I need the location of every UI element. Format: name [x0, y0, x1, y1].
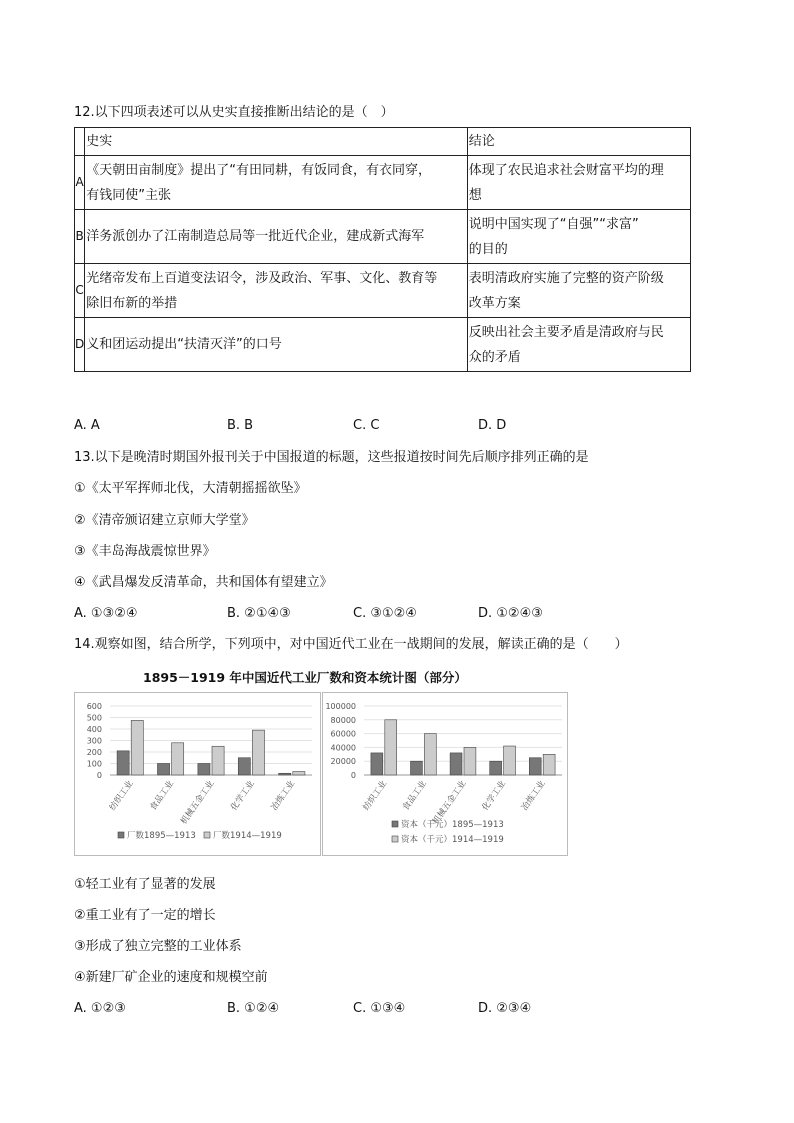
chart-title: 1895－1919 年中国近代工业厂数和资本统计图（部分）: [143, 670, 467, 685]
bar: [529, 758, 541, 775]
y-tick-label: 60000: [330, 729, 356, 739]
bar: [131, 720, 143, 775]
x-tick-label: 食品工业: [401, 778, 429, 813]
y-tick-label: 400: [86, 725, 102, 734]
bar: [411, 761, 423, 775]
table-header-fact: 史实: [85, 128, 468, 156]
row-conclusion-line: 体现了农民追求社会财富平均的理: [468, 162, 664, 178]
legend-label: 厂数1914—1919: [213, 831, 282, 841]
bar: [490, 761, 502, 775]
row-fact-line: 洋务派创办了江南制造总局等一批近代企业，建成新式海军: [86, 229, 425, 244]
row-label: C: [75, 264, 85, 318]
bar: [238, 758, 250, 775]
table-header-label: [75, 128, 85, 156]
bar: [279, 773, 291, 775]
q12-option-b[interactable]: B. B: [227, 418, 254, 433]
row-conclusion-line: 说明中国实现了“自强”“求富”: [468, 216, 639, 232]
x-tick-label: 机械五金工业: [179, 778, 217, 827]
bar: [464, 747, 476, 775]
q12-option-a[interactable]: A. A: [74, 418, 100, 433]
table-row: [75, 156, 691, 210]
row-conclusion-line: 众的矛盾: [468, 349, 521, 365]
table-row: [75, 318, 691, 372]
x-tick-label: 食品工业: [148, 778, 177, 813]
q13-item: ④《武昌爆发反清革命，共和国体有望建立》: [74, 575, 333, 590]
y-tick-label: 20000: [330, 757, 356, 767]
x-tick-label: 机械五金工业: [431, 778, 469, 827]
legend-swatch: [392, 821, 398, 827]
q14-option-a[interactable]: A. ①②③: [74, 1001, 126, 1016]
q14-item: ②重工业有了一定的增长: [74, 908, 216, 923]
legend-swatch: [204, 832, 210, 838]
row-conclusion-line: 表明清政府实施了完整的资产阶级: [468, 270, 664, 286]
legend-label: 厂数1895—1913: [127, 831, 196, 841]
row-label: A: [75, 156, 85, 210]
q13-option-c[interactable]: C. ③①②④: [353, 606, 417, 621]
legend-label: 资本（千元）1895—1913: [401, 820, 504, 830]
bar: [371, 753, 383, 775]
row-conclusion-line: 的目的: [468, 241, 508, 257]
bar: [252, 730, 264, 775]
bar: [117, 751, 129, 775]
row-fact-line: 光绪帝发布上百道变法诏令，涉及政治、军事、文化、教育等: [86, 270, 438, 286]
y-tick-label: 500: [86, 713, 102, 723]
q14-item: ④新建厂矿企业的速度和规模空前: [74, 970, 268, 985]
table-header-conclusion: 结论: [467, 128, 690, 156]
industry-charts: [74, 692, 568, 856]
bar: [543, 754, 555, 775]
y-tick-label: 0: [96, 771, 102, 780]
y-tick-label: 100: [86, 759, 102, 769]
row-conclusion-line: 改革方案: [468, 295, 521, 311]
bar: [212, 746, 224, 775]
q12-option-d[interactable]: D. D: [478, 418, 507, 433]
legend-swatch: [392, 836, 398, 842]
x-tick-label: 化学工业: [229, 778, 257, 813]
y-tick-label: 200: [86, 748, 102, 757]
q13-item: ①《太平军挥师北伐，大清朝摇摇欲坠》: [74, 481, 307, 496]
y-tick-label: 100000: [325, 702, 356, 711]
q12-table: [74, 127, 691, 372]
legend-swatch: [118, 832, 124, 838]
question-13-stem: 13.以下是晚清时期国外报刊关于中国报道的标题，这些报道按时间先后顺序排列正确的是: [74, 450, 589, 465]
row-fact-line: 《天朝田亩制度》提出了“有田同耕，有饭同食，有衣同穿，: [86, 162, 431, 178]
x-tick-label: 纺织工业: [361, 778, 390, 813]
row-conclusion-line: 想: [468, 187, 482, 203]
x-tick-label: 冶炼工业: [269, 778, 298, 813]
y-tick-label: 600: [86, 702, 102, 711]
table-row: [75, 210, 691, 264]
bar: [450, 753, 462, 775]
q13-option-b[interactable]: B. ②①④③: [227, 606, 291, 621]
row-label: B: [75, 210, 85, 264]
row-fact-line: 有钱同使”主张: [86, 187, 171, 203]
bar: [424, 734, 436, 775]
q14-option-c[interactable]: C. ①③④: [353, 1001, 406, 1016]
q13-item: ③《丰岛海战震惊世界》: [74, 544, 216, 559]
q14-option-b[interactable]: B. ①②④: [227, 1001, 280, 1016]
q14-option-d[interactable]: D. ②③④: [478, 1001, 532, 1016]
q13-option-d[interactable]: D. ①②④③: [478, 606, 543, 621]
q14-item: ③形成了独立完整的工业体系: [74, 939, 242, 954]
y-tick-label: 80000: [330, 715, 356, 725]
bar: [172, 743, 184, 775]
row-label: D: [75, 318, 85, 372]
legend-label: 资本（千元）1914—1919: [401, 835, 504, 845]
y-tick-label: 0: [350, 771, 356, 780]
row-fact-line: 义和团运动提出“扶清灭洋”的口号: [86, 337, 282, 352]
x-tick-label: 冶炼工业: [519, 778, 548, 813]
bar: [157, 764, 169, 776]
bar: [504, 746, 516, 775]
bar: [293, 772, 305, 775]
table-row: [75, 264, 691, 318]
row-fact-line: 除旧布新的举措: [86, 295, 178, 311]
x-tick-label: 纺织工业: [107, 778, 136, 813]
bar: [385, 720, 397, 775]
q13-item: ②《清帝颁诏建立京师大学堂》: [74, 513, 255, 528]
question-14-stem: 14.观察如图，结合所学，下列项中，对中国近代工业在一战期间的发展，解读正确的是（ ）: [74, 637, 628, 652]
q14-item: ①轻工业有了显著的发展: [74, 877, 216, 892]
bar: [198, 764, 210, 776]
y-tick-label: 300: [86, 736, 102, 746]
row-conclusion-line: 反映出社会主要矛盾是清政府与民: [468, 324, 664, 340]
q13-option-a[interactable]: A. ①③②④: [74, 606, 138, 621]
question-12-stem: 12.以下四项表述可以从史实直接推断出结论的是（ ）: [74, 105, 394, 120]
y-tick-label: 40000: [330, 743, 356, 753]
q12-option-c[interactable]: C. C: [353, 418, 380, 433]
x-tick-label: 化学工业: [480, 778, 509, 813]
